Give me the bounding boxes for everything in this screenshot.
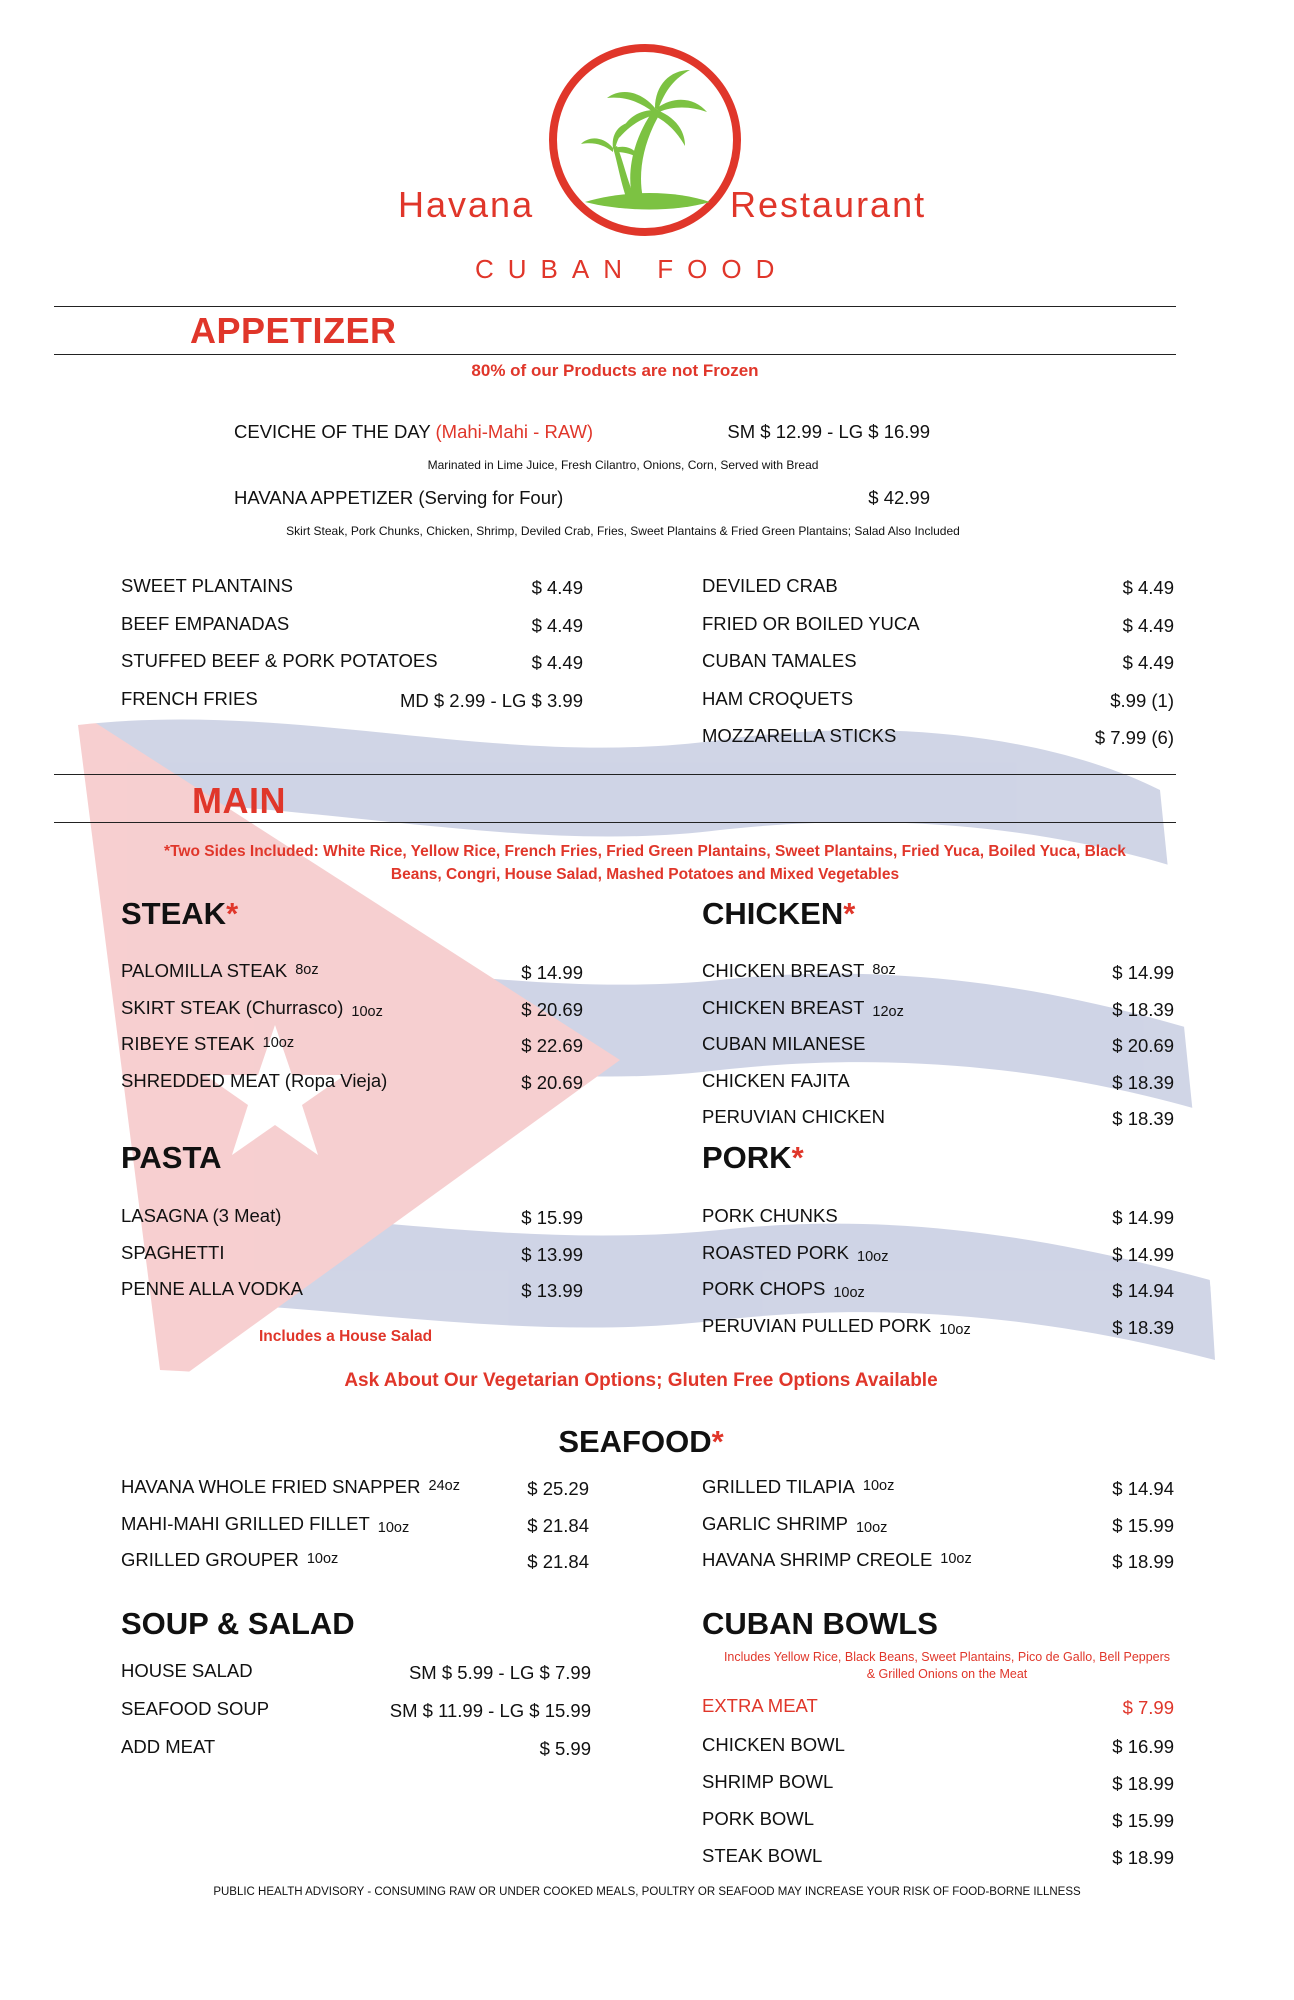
menu-item-name: LASAGNA (3 Meat) bbox=[121, 1205, 282, 1226]
menu-item-price: $ 15.99 bbox=[1112, 1514, 1174, 1536]
menu-item-price: $ 7.99 (6) bbox=[1094, 727, 1174, 748]
menu-item-name: CUBAN MILANESE bbox=[702, 1033, 866, 1054]
appetizer-note: 80% of our Products are not Frozen bbox=[471, 361, 759, 380]
menu-item-name: STEAK BOWL bbox=[702, 1845, 823, 1866]
extra-meat-name: EXTRA MEAT bbox=[702, 1695, 818, 1716]
menu-item-price: $ 13.99 bbox=[521, 1243, 583, 1265]
menu-item-size: 10oz bbox=[855, 1519, 888, 1536]
menu-item-name: HAVANA SHRIMP CREOLE 10oz bbox=[702, 1549, 972, 1570]
menu-item-size: 10oz bbox=[377, 1519, 410, 1536]
menu-item-name: CUBAN TAMALES bbox=[702, 650, 857, 671]
menu-item-name: SWEET PLANTAINS bbox=[121, 575, 294, 596]
menu-item-name: SHREDDED MEAT (Ropa Vieja) bbox=[121, 1069, 388, 1091]
brand-name-left: Havana bbox=[398, 184, 535, 225]
menu-item-price: $ 13.99 bbox=[521, 1280, 583, 1301]
brand-tagline: CUBAN FOOD bbox=[475, 254, 789, 284]
menu-item-price: $ 4.49 bbox=[1122, 652, 1174, 673]
menu-item-size: 10oz bbox=[857, 1248, 889, 1265]
menu-item-name: DEVILED CRAB bbox=[702, 575, 838, 596]
menu-item-price: $ 25.29 bbox=[527, 1478, 589, 1499]
menu-item-price: $ 22.69 bbox=[521, 1035, 583, 1056]
havana-appetizer-name: HAVANA APPETIZER (Serving for Four) bbox=[234, 487, 564, 508]
menu-item-name: HOUSE SALAD bbox=[121, 1660, 253, 1681]
menu-item-name: SKIRT STEAK (Churrasco) 10oz bbox=[121, 996, 383, 1020]
menu-item-name: GARLIC SHRIMP 10oz bbox=[702, 1512, 888, 1536]
menu-item-price: $ 15.99 bbox=[1112, 1810, 1174, 1831]
menu-item-name: RIBEYE STEAK 10oz bbox=[121, 1033, 295, 1054]
menu-item-name: FRIED OR BOILED YUCA bbox=[702, 612, 920, 634]
menu-item-price: SM $ 11.99 - LG $ 15.99 bbox=[389, 1700, 591, 1721]
menu-item-price: $ 18.39 bbox=[1112, 1071, 1174, 1093]
havana-appetizer-price: $ 42.99 bbox=[868, 487, 930, 508]
menu-item-name: GRILLED GROUPER 10oz bbox=[121, 1549, 339, 1570]
menu-item-name: PERUVIAN CHICKEN bbox=[702, 1106, 885, 1127]
menu-item-name: SPAGHETTI bbox=[121, 1241, 225, 1263]
menu-item-price: MD $ 2.99 - LG $ 3.99 bbox=[399, 689, 583, 711]
ceviche-variant: (Mahi-Mahi - RAW) bbox=[435, 421, 594, 442]
menu-item-name: GRILLED TILAPIA 10oz bbox=[702, 1476, 895, 1497]
pork-heading: PORK* bbox=[702, 1140, 804, 1175]
appetizer-title: APPETIZER bbox=[190, 310, 397, 351]
menu-item-price: $ 18.99 bbox=[1112, 1847, 1174, 1868]
menu-item-price: $ 5.99 bbox=[539, 1738, 591, 1759]
ceviche-price: SM $ 12.99 - LG $ 16.99 bbox=[727, 421, 930, 442]
menu-item-name: PERUVIAN PULLED PORK 10oz bbox=[702, 1314, 971, 1338]
soup-salad-heading: SOUP & SALAD bbox=[121, 1606, 355, 1641]
vegetarian-note: Ask About Our Vegetarian Options; Gluten Free Options Available bbox=[344, 1370, 938, 1391]
menu-item-name: CHICKEN BREAST 8oz bbox=[702, 960, 896, 981]
menu-item-price: $ 18.99 bbox=[1112, 1773, 1174, 1794]
menu-item-price: $ 15.99 bbox=[521, 1207, 583, 1228]
menu-item-name: BEEF EMPANADAS bbox=[121, 612, 290, 634]
menu-item-price: $ 4.49 bbox=[531, 614, 583, 636]
menu-item-size: 10oz bbox=[351, 1003, 383, 1020]
menu-item-price: $ 18.39 bbox=[1112, 998, 1174, 1020]
menu-item-price: $ 4.49 bbox=[531, 652, 583, 673]
cuban-bowls-description: Includes Yellow Rice, Black Beans, Sweet Plantains, Pico de Gallo, Bell Peppers & Grilled Onions on the Meat bbox=[723, 1650, 1171, 1681]
menu-item-price: $ 14.99 bbox=[1112, 962, 1174, 983]
divider bbox=[54, 354, 1176, 355]
ceviche-name: CEVICHE OF THE DAY (Mahi-Mahi - RAW) bbox=[234, 421, 594, 442]
health-advisory: PUBLIC HEALTH ADVISORY - CONSUMING RAW OR UNDER COOKED MEALS, POULTRY OR SEAFOOD MAY INCREASE YOUR RISK OF FOOD-BORNE ILLNESS bbox=[213, 1886, 1081, 1898]
ceviche-description: Marinated in Lime Juice, Fresh Cilantro, Onions, Corn, Served with Bread bbox=[427, 458, 819, 472]
menu-item-name: ADD MEAT bbox=[121, 1736, 216, 1757]
menu-item-price: $ 21.84 bbox=[527, 1551, 589, 1572]
menu-item-size: 10oz bbox=[940, 1551, 972, 1567]
menu-item-price: $ 4.49 bbox=[1122, 577, 1174, 598]
menu-item-size: 12oz bbox=[872, 1003, 904, 1020]
main-title: MAIN bbox=[192, 780, 286, 821]
menu-item-name: PENNE ALLA VODKA bbox=[121, 1278, 304, 1299]
menu-item-name: CHICKEN BOWL bbox=[702, 1734, 845, 1755]
pasta-note: Includes a House Salad bbox=[259, 1328, 433, 1345]
seafood-heading: SEAFOOD* bbox=[558, 1424, 724, 1459]
menu-item-price: $ 14.94 bbox=[1112, 1280, 1174, 1301]
menu-item-name: SHRIMP BOWL bbox=[702, 1771, 834, 1792]
palm-tree-logo bbox=[545, 40, 745, 240]
menu-item-name: PALOMILLA STEAK 8oz bbox=[121, 960, 319, 981]
menu-item-price: $ 16.99 bbox=[1112, 1736, 1174, 1757]
menu-item-price: $ 20.69 bbox=[1112, 1035, 1174, 1056]
menu-item-price: $ 14.99 bbox=[521, 962, 583, 983]
menu-item-name: MOZZARELLA STICKS bbox=[702, 725, 897, 746]
menu-item-name: CHICKEN FAJITA bbox=[702, 1069, 850, 1091]
menu-item-name: ROASTED PORK 10oz bbox=[702, 1241, 889, 1265]
menu-item-price: $ 21.84 bbox=[527, 1514, 589, 1536]
steak-heading: STEAK* bbox=[121, 896, 239, 931]
menu-item-price: SM $ 5.99 - LG $ 7.99 bbox=[408, 1662, 591, 1683]
sides-note: *Two Sides Included: White Rice, Yellow Rice, French Fries, Fried Green Plantains, Sweet Plantains, Fried Yuca, Boiled Yuca, Black Beans, Congri, House Salad, Mashed Potatoes and Mixed Vegetables bbox=[164, 843, 1126, 883]
menu-item-size: 8oz bbox=[872, 962, 896, 978]
extra-meat-price: $ 7.99 bbox=[1122, 1697, 1174, 1718]
menu-item-price: $ 14.94 bbox=[1112, 1478, 1174, 1499]
menu-item-name: STUFFED BEEF & PORK POTATOES bbox=[121, 650, 438, 671]
menu-item-size: 10oz bbox=[939, 1321, 971, 1338]
menu-item-price: $ 18.39 bbox=[1112, 1108, 1174, 1129]
menu-item-name: PORK BOWL bbox=[702, 1808, 815, 1829]
menu-item-size: 10oz bbox=[262, 1035, 295, 1051]
havana-appetizer-description: Skirt Steak, Pork Chunks, Chicken, Shrimp, Deviled Crab, Fries, Sweet Plantains & Fried Green Plantains; Salad Also Included bbox=[286, 524, 960, 538]
cuban-bowls-heading: CUBAN BOWLS bbox=[702, 1606, 938, 1641]
menu-item-name: HAVANA WHOLE FRIED SNAPPER 24oz bbox=[121, 1476, 460, 1497]
menu-item-price: $ 14.99 bbox=[1112, 1207, 1174, 1228]
menu-item-size: 10oz bbox=[833, 1285, 865, 1301]
menu-item-name: HAM CROQUETS bbox=[702, 687, 854, 709]
menu-item-name: PORK CHUNKS bbox=[702, 1205, 838, 1226]
menu-item-size: 24oz bbox=[428, 1478, 460, 1494]
menu-item-price: $ 20.69 bbox=[521, 998, 583, 1020]
menu-item-price: $ 20.69 bbox=[521, 1071, 583, 1093]
menu-item-price: $ 18.99 bbox=[1112, 1551, 1174, 1572]
menu-item-size: 10oz bbox=[862, 1478, 895, 1494]
menu-item-price: $ 4.49 bbox=[531, 577, 583, 598]
menu-item-price: $ 4.49 bbox=[1122, 614, 1174, 636]
menu-item-size: 8oz bbox=[295, 962, 319, 978]
menu-item-name: SEAFOOD SOUP bbox=[121, 1698, 270, 1719]
divider bbox=[54, 774, 1176, 775]
divider bbox=[54, 306, 1176, 307]
menu-item-name: FRENCH FRIES bbox=[121, 687, 258, 709]
menu-item-price: $ 14.99 bbox=[1112, 1243, 1174, 1265]
divider bbox=[54, 822, 1176, 823]
menu-item-size: 10oz bbox=[306, 1551, 339, 1567]
chicken-heading: CHICKEN* bbox=[702, 896, 856, 931]
menu-item-name: MAHI-MAHI GRILLED FILLET 10oz bbox=[121, 1512, 410, 1536]
menu-item-price: $.99 (1) bbox=[1110, 689, 1174, 711]
menu-item-name: CHICKEN BREAST 12oz bbox=[702, 996, 904, 1020]
brand-name-right: Restaurant bbox=[730, 184, 927, 225]
pasta-heading: PASTA bbox=[121, 1140, 222, 1175]
menu-item-price: $ 18.39 bbox=[1112, 1316, 1174, 1338]
menu-item-name: PORK CHOPS 10oz bbox=[702, 1278, 865, 1301]
